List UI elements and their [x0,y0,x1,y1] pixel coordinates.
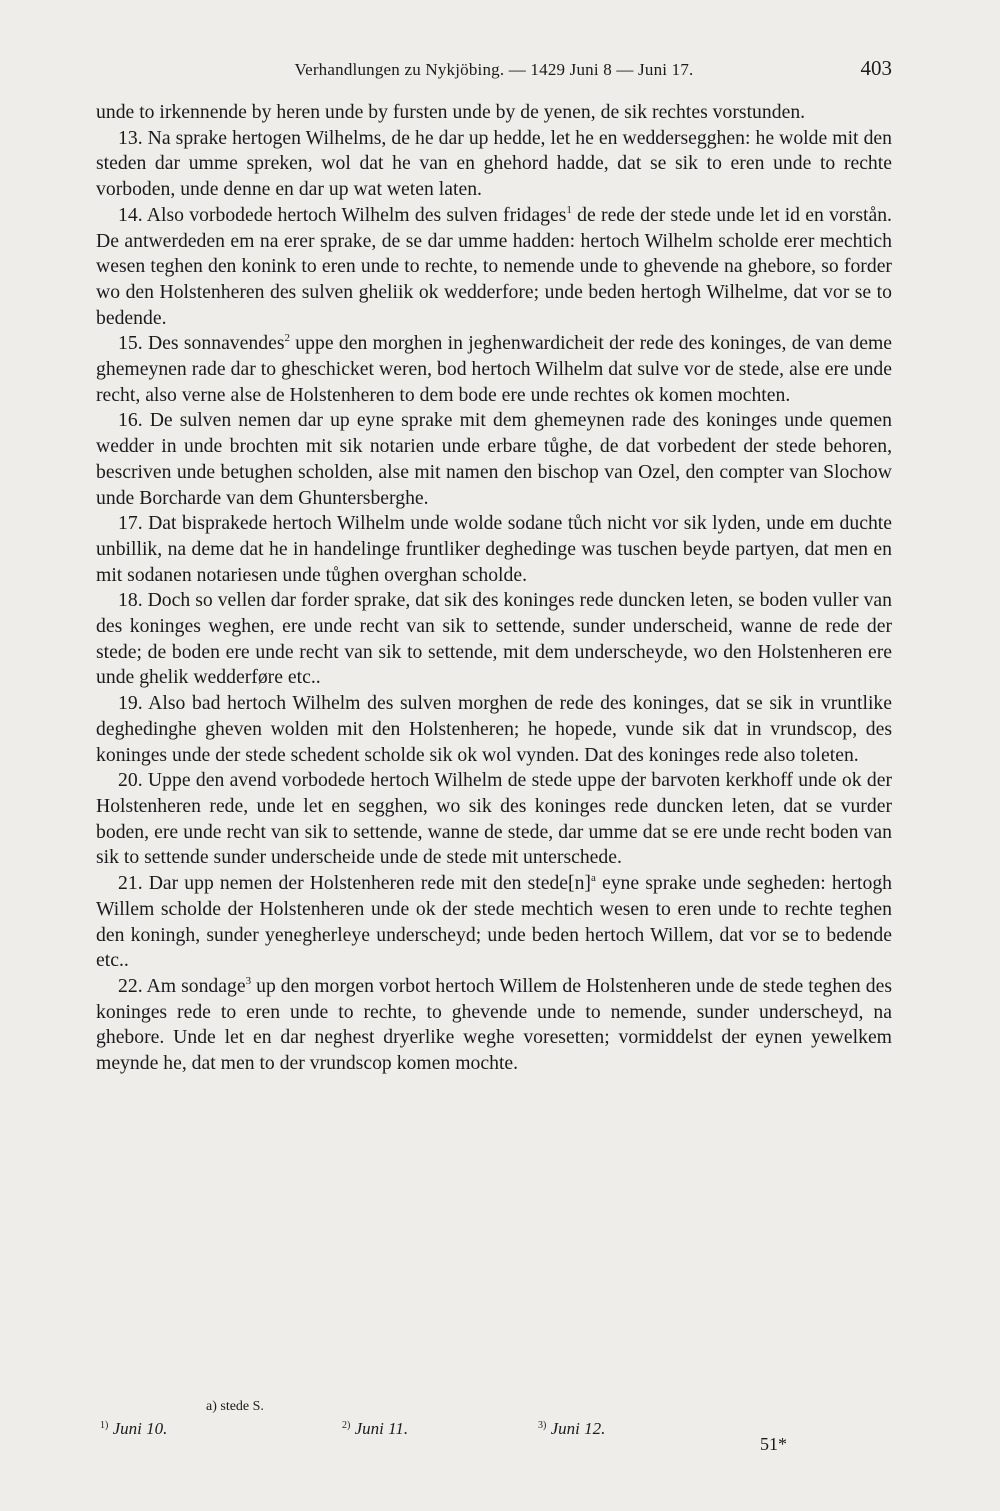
footnote-ref: a [591,872,596,885]
paragraph-text: Also bad hertoch Wilhelm des sulven morghen de rede des koninges, dat se sik in vruntlike deghedinghe gheven wolden mit den Holstenheren; he hopede, vunde sik dat in vrundscop, des koninges unde der stede schedent scholde sik ok wol vynden. Dat des koninges rede also toleten. [96,692,892,766]
paragraph-19 [96,691,892,768]
signature-mark: 51* [760,1434,787,1454]
footnote-ref: 2 [284,332,290,345]
footnote-3-mark: 3) [538,1420,547,1431]
paragraph-18 [96,588,892,691]
running-header [96,56,892,86]
textual-note-a: a) stede S. [206,1399,264,1414]
paragraph-text: Am sondage [146,974,246,997]
footnote-3-text: Juni 12. [550,1419,606,1438]
paragraph-number: 14. [118,203,143,226]
footnote-1 [100,1419,167,1439]
paragraph-number: 21. [118,872,143,895]
footnote-2-text: Juni 11. [354,1419,409,1438]
paragraph-22 [96,974,892,1077]
paragraph-number: 17. [118,512,143,535]
paragraph-text-rest: de rede der stede unde let id en vorstån. De antwerdeden em na erer sprake, de se dar umme hadden: hertoch Wilhelm scholde erer mechtich wesen teghen den konink to eren unde to rechte, to nemende unde to ghevende na ghebore, so forder wo den Holstenheren des sulven gheliik ok wedderfore; unde beden hertogh Wilhelme, dat vor se to bedende. [96,203,892,329]
paragraph-17 [96,511,892,588]
paragraph-number: 16. [118,409,143,432]
paragraph-number: 19. [118,692,143,715]
paragraph-text-rest: uppe den morghen in jeghenwardicheit der rede des koninges, de van deme ghemeynen rade dar to gheschicket weren, bod hertoch Wilhelm dat sulve vor de stede, alse ere unde recht, also verne alse de Holstenheren to dem bode ere unde rechtes ok komen mochten. [96,332,893,406]
paragraph-text: Na sprake hertogen Wilhelms, de he dar up hedde, let he en weddersegghen: he wolde mit den steden dar umme spreken, wol dat he van en ghehord hadde, dat se sik to eren unde to rechte vorboden, unde denne en dar up wat weten laten. [96,126,892,201]
paragraph-text: Dat bisprakede hertoch Wilhelm unde wolde sodane tůch nicht vor sik lyden, unde em duchte unbillik, na deme dat he in handelinge fruntliker deghedinge was tuschen beyde partyen, dat men en mit sodanen notariesen unde tůghen overghan scholde. [96,512,892,586]
body-text [96,100,892,1077]
footnote-1-text: Juni 10. [112,1419,168,1438]
paragraph-text: Uppe den avend vorbodede hertoch Wilhelm de stede uppe der barvoten kerkhoff unde ok der Holstenheren rede, unde let en segghen, wo sik des koninges rede duncken leten, dat se vurder boden, ere unde recht van sik to settende, wanne de stede, dar umme dat se ere unde recht boden van sik to settende sunder underscheide unde de stede mit unterschede. [96,769,892,869]
paragraph-number: 20. [118,769,143,792]
footnote-1-mark: 1) [100,1420,109,1431]
paragraph-number: 15. [118,332,143,355]
paragraph-text-rest: up den morgen vorbot hertoch Willem de Holstenheren unde de stede teghen des koninges rede to eren unde to rechte, to ghevende unde to nemende, sunder underscheyd, na ghebore. Unde let en dar neghest dryerlike weghe voresetten; vormiddelst der eynen yewelkem meynde he, dat men to der vrundscop komen mochte. [96,974,892,1075]
footnote-2-mark: 2) [342,1420,351,1431]
paragraph-15 [96,331,892,408]
running-title: Verhandlungen zu Nykjöbing. — 1429 Juni 8 — Juni 17. [294,60,694,79]
paragraph-text: Des sonnavendes [147,332,285,355]
paragraph-text: Also vorbodede hertoch Wilhelm des sulven fridages [146,203,567,226]
paragraph-21 [96,871,892,974]
paragraph-14 [96,203,892,332]
paragraph-text: De sulven nemen dar up eyne sprake mit dem ghemeynen rade des koninges unde quemen wedder in unde brochten mit sik notarien unde erbare tůghe, de dat vorbedent der stede behoren, bescriven unde betughen scholden, alse mit namen den bischop van Ozel, den compter van Slochow unde Borcharde van dem Ghuntersberghe. [96,409,893,509]
footnote-ref: 1 [566,203,572,216]
paragraph-text: Dar upp nemen der Holstenheren rede mit den stede[n] [148,872,591,895]
paragraph-continuation [96,100,892,126]
paragraph-number: 18. [118,589,143,612]
paragraph-20 [96,768,892,871]
page-number: 403 [860,56,892,80]
footnote-3 [538,1419,605,1439]
paragraph-text-rest: eyne sprake unde segheden: hertogh Willem scholde der Holstenheren unde ok der stede mechtich wesen to eren unde to rechte teghen den koningh, sunder yenegherleye underscheyd; unde beden hertoch Willem, dat vor se to bedende etc.. [96,872,893,972]
paragraph-16 [96,408,892,511]
paragraph-13 [96,126,892,203]
footnote-ref: 3 [245,974,252,987]
paragraph-text: Doch so vellen dar forder sprake, dat sik des koninges rede duncken leten, se boden vuller van des koninges weghen, ere unde recht van sik to settende, sunder underscheid, wanne de rede der stede; de boden ere unde recht van sik to settende, mit dem underscheyde, wo den Holstenheren ere unde ghelik wedderføre etc.. [96,589,893,689]
paragraph-number: 22. [118,974,143,997]
paragraph-number: 13. [118,126,143,149]
footnote-2 [342,1419,408,1439]
paragraph-text: unde to irkennende by heren unde by fursten unde by de yenen, de sik rechtes vorstunden. [96,101,806,123]
